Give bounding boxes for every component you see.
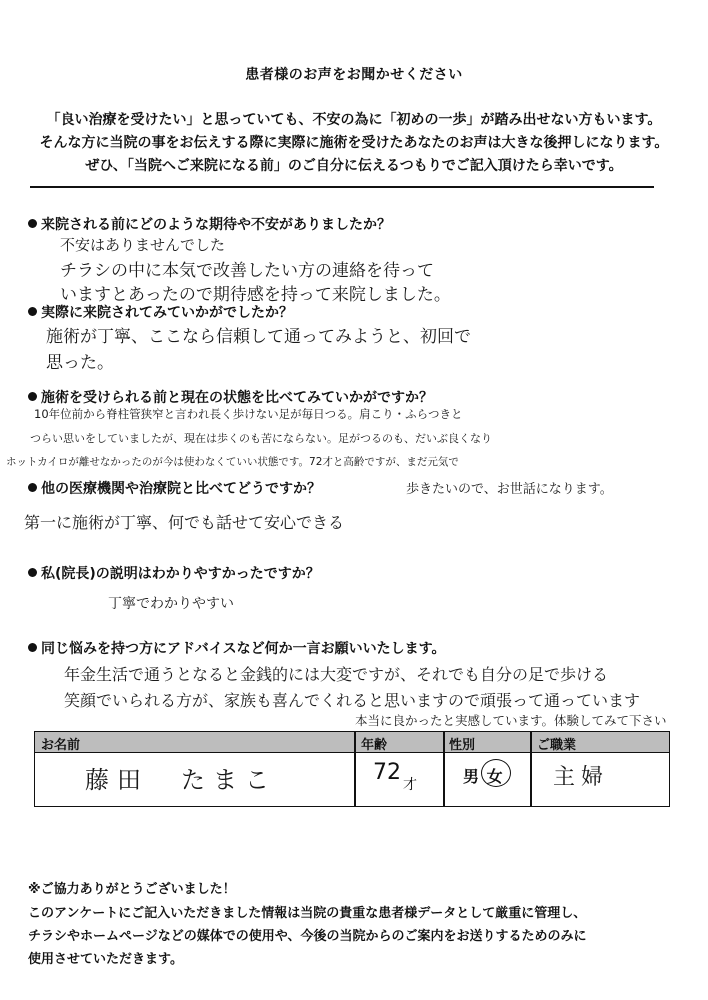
question-1-label: 来院される前にどのような期待や不安がありましたか？ [41,217,391,233]
question-6-label: 同じ悩みを持つ方にアドバイスなど何か一言お願いいたします。 [41,641,446,657]
age-header: 年齢 [361,738,388,753]
answer-5-line-1: 丁寧でわかりやすい [108,596,234,612]
occupation-value: 主婦 [553,765,610,790]
bullet-icon [28,568,37,577]
selection-circle-icon [481,759,511,787]
answer-4-line-1: 第一に施術が丁寧、何でも話せて安心できる [24,513,345,532]
answer-4-inline: 歩きたいので、お世話になります。 [406,482,613,497]
age-suffix: 才 [403,777,417,793]
occupation-header: ご職業 [537,738,577,753]
question-3 [28,387,433,407]
name-value: 藤田 たまこ [85,766,277,794]
column-divider [354,732,356,806]
intro-line-1: 「良い治療を受けたい」と思っていても、不安の為に「初めの一歩」が踏み出せない方もいます。 [46,112,662,128]
privacy-notice-line-2: チラシやホームページなどの媒体での使用や、今後の当院からのご案内をお送りするためのみに [28,929,587,944]
bullet-icon [28,392,37,401]
question-3-label: 施術を受けられる前と現在の状態を比べてみていかがですか？ [41,390,433,406]
profile-table [34,731,670,807]
intro-line-2: そんな方に当院の事をお伝えする際に実際に施術を受けたあなたのお声は大きな後押しになります。 [39,135,669,151]
answer-3-line-2: つらい思いをしていましたが、現在は歩くのも苦にならない。足がつるのも、だいぶ良くなり [30,432,492,445]
column-divider [443,732,445,806]
gender-header: 性別 [449,738,476,753]
answer-3-line-1: 10年位前から脊柱管狭窄と言われ長く歩けない足が毎日つる。肩こり・ふらつきと [34,407,463,421]
bullet-icon [28,219,37,228]
question-5 [28,563,320,583]
thanks-note: ※ご協力ありがとうございました！ [28,882,236,897]
answer-1-line-3: いますとあったので期待感を持って来院しました。 [60,285,451,305]
bullet-icon [28,483,37,492]
answer-1-line-2: チラシの中に本気で改善したい方の連絡を待って [60,261,434,281]
answer-6-line-2: 笑顔でいられる方が、家族も喜んでくれると思いますので頑張って通っています [64,691,641,710]
question-2-label: 実際に来院されてみていかがでしたか？ [41,305,293,321]
question-2 [28,302,293,322]
bullet-icon [28,307,37,316]
gender-option-male: 男 [463,767,480,786]
question-5-label: 私(院長)の説明はわかりやすかったですか？ [41,566,320,582]
question-6 [28,638,445,658]
gender-option-female: 女 [486,767,503,786]
answer-6-line-1: 年金生活で通うとなると金銭的には大変ですが、それでも自分の足で歩ける [64,665,609,684]
answer-3-line-3: ホットカイロが離せなかったのが今は使わなくていい状態です。72才と高齢ですが、まだ元気で [6,456,459,468]
question-4-label: 他の医療機関や治療院と比べてどうですか？ [41,481,321,497]
intro-line-3: ぜひ、「当院へご来院になる前」のご自分に伝えるつもりでご記入頂けたら幸いです。 [85,158,623,174]
header-divider [30,186,654,188]
gender-value [463,764,503,787]
privacy-notice-line-3: 使用させていただきます。 [28,952,183,967]
bullet-icon [28,643,37,652]
age-value [373,760,417,794]
question-1 [28,214,391,234]
privacy-notice-line-1: このアンケートにご記入いただきました情報は当院の貴重な患者様データとして厳重に管理し、 [28,906,587,921]
answer-1-line-1: 不安はありませんでした [60,236,226,254]
answer-2-line-1: 施術が丁寧、ここなら信頼して通ってみようと、初回で [46,327,471,347]
answer-6-line-3: 本当に良かったと実感しています。体験してみて下さい [355,713,667,728]
form-title: 患者様のお声をお聞かせください [245,67,463,83]
column-divider [530,732,532,806]
name-header: お名前 [41,738,81,753]
gender-option-female-circled [487,764,503,787]
question-4 [28,478,321,498]
answer-2-line-2: 思った。 [46,353,114,373]
age-number: 72 [373,760,401,785]
